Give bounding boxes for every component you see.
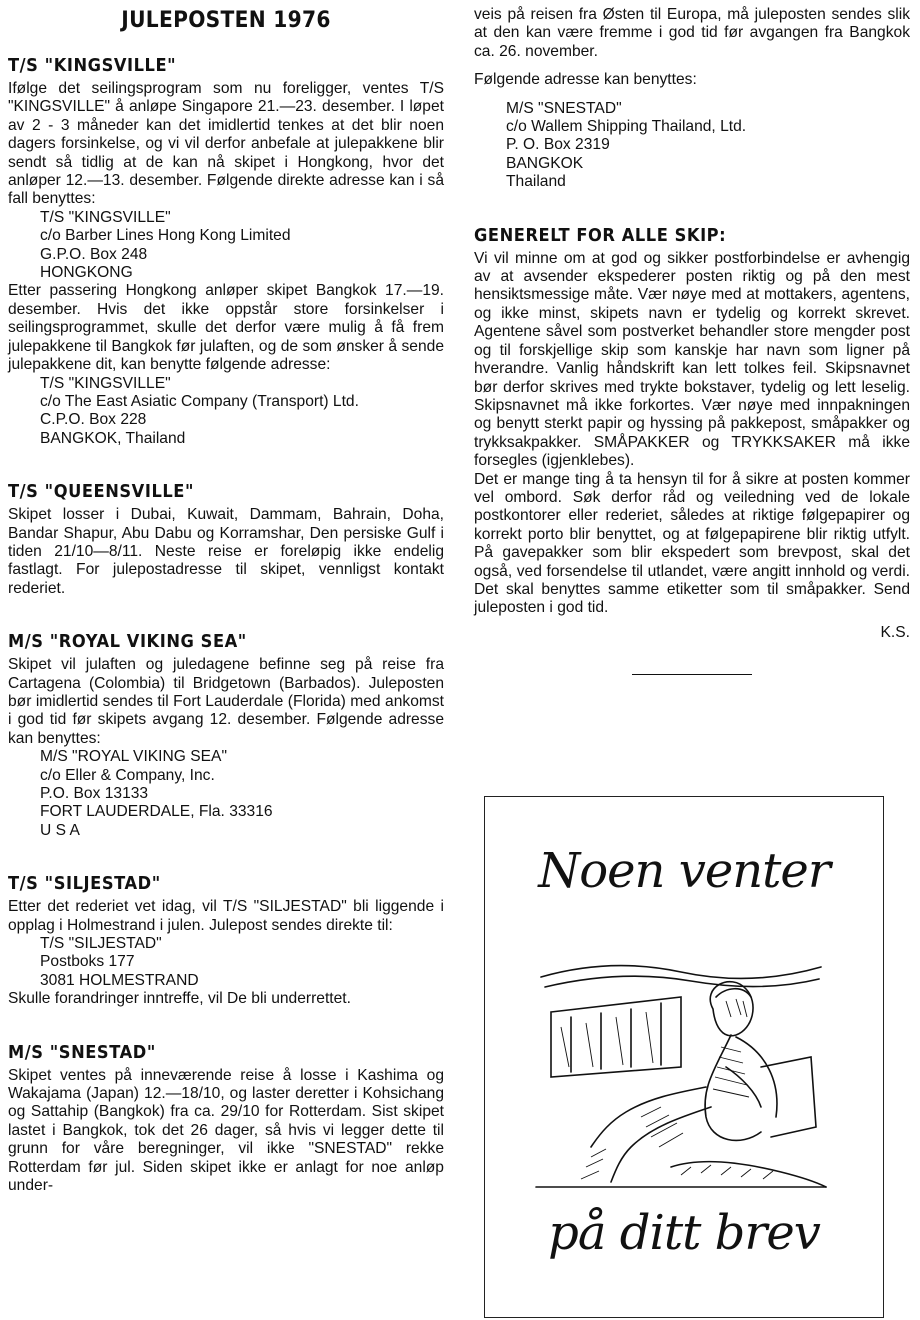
heading-snestad: M/S "SNESTAD": [8, 1042, 156, 1063]
generelt-paragraph-1: Vi vil minne om at god og sikker postforbindelse er avhengig av at avsender ekspederer posten riktig og på den mest hensiktsmessige måte. Vær nøye med at mottakers, agentens, og ikke minst, skipets navn er tydelig og korrekt skrevet. Agentene såvel som postverket behandler store mengder post og til forskjellige skip som kanskje har navn som ligner på hverandre. Vanlig håndskrift kan lett tolkes feil. Skipsnavnet bør derfor skrives med trykte bokstaver, tydelig og lett leselig. Skipsnavnet må ikke forkortes. Vær nøye med innpakningen og benytt sterkt papir og hyssing på pakkepost, småpakker og trykksakpakker. SMÅPAKKER og TRYKKSAKER må ikke forsegles (igjenklebes).: [474, 249, 910, 470]
siljestad-paragraph-2: Skulle forandringer inntreffe, vil De bli underrettet.: [8, 990, 351, 1008]
address-line: M/S "ROYAL VIKING SEA": [40, 748, 227, 766]
kingsville-address-hongkong: [40, 209, 444, 283]
address-line: c/o The East Asiatic Company (Transport) Ltd.: [40, 392, 359, 410]
heading-kingsville: T/S "KINGSVILLE": [8, 56, 177, 76]
divider-line: [632, 674, 752, 675]
address-line: Thailand: [506, 173, 566, 191]
address-line: T/S "SILJESTAD": [40, 935, 162, 953]
kingsville-address-bangkok: [40, 375, 444, 449]
left-column: [8, 56, 444, 1196]
right-column: [474, 6, 910, 1316]
address-line: Postboks 177: [40, 953, 135, 971]
signature: K.S.: [880, 623, 910, 641]
section-queensville: [8, 482, 444, 598]
royal-viking-sea-paragraph-1: Skipet vil julaften og juledagene befinne seg på reise fra Cartagena (Colombia) til Bridgetown (Barbados). Juleposten bør imidlertid sendes til Fort Lauderdale (Florida) med ankomst i god tid før skipets avgang 12. desember. Følgende adresse kan benyttes:: [8, 656, 444, 747]
address-line: U S A: [40, 821, 80, 839]
address-line: M/S "SNESTAD": [506, 99, 622, 117]
heading-siljestad: T/S "SILJESTAD": [8, 874, 161, 895]
section-siljestad: [8, 874, 444, 1008]
section-kingsville: [8, 56, 444, 448]
advertisement-box: [484, 796, 884, 1318]
ad-tagline: på ditt brev: [548, 1205, 820, 1261]
kingsville-paragraph-2: Etter passering Hongkong anløper skipet Bangkok 17.—19. desember. Hvis det ikke oppstår store forsinkelser i seilingsprogrammet, skulle det derfor være mulig å få frem julepakkene til Bangkok før julaften, og de som ønsker å sende julepakkene dit, kan benytte følgende adresse:: [8, 282, 444, 374]
section-snestad: [8, 1043, 444, 1196]
snestad-continued-paragraph: veis på reisen fra Østen til Europa, må juleposten sendes slik at den kan være fremme i god tid før avgangen fra Bangkok ca. 26. november.: [474, 6, 910, 60]
generelt-paragraph-2: Det er mange ting å ta hensyn til for å sikre at posten kommer vel ombord. Søk derfor råd og veiledning ved de lokale postkontorer eller rederiet, således at riktige følgepapirer og korrekt porto blir benyttet, og at følgepapirene blir riktig utfylt. På gavepakker som blir ekspedert som brevpost, skal det også, ved forsendelse til utlandet, være angitt innhold og verdi. Det skal benyttes samme etiketter som til småpakker. Send juleposten i god tid.: [474, 470, 910, 617]
address-line: c/o Eller & Company, Inc.: [40, 766, 215, 784]
address-line: BANGKOK, Thailand: [40, 429, 186, 447]
queensville-paragraph-1: Skipet losser i Dubai, Kuwait, Dammam, Bahrain, Doha, Bandar Shapur, Abu Dabu og Korramshar, Den persiske Gulf i tiden 21/10—8/11. Neste reise er foreløpig ikke endelig fastlagt. For julepostadresse til skipet, vennligst kontakt rederiet.: [8, 506, 444, 597]
snestad-paragraph-1: Skipet ventes på inneværende reise å losse i Kashima og Wakajama (Japan) 12.—18/10, og laster deretter i Kohsichang og Sattahip (Bangkok) fra ca. 29/10 for Rotterdam. Sist skipet lastet i Bangkok, tok det 26 dager, så hvis vi legger dette til grunn for våre beregninger, vil ikke "SNESTAD" rekke Rotterdam før jul. Siden skipet ikke er anlagt for noe anløp under-: [8, 1066, 444, 1195]
address-line: BANGKOK: [506, 154, 584, 172]
address-line: HONGKONG: [40, 264, 133, 282]
address-line: P.O. Box 13133: [40, 785, 149, 802]
kingsville-paragraph-1: Ifølge det seilingsprogram som nu foreligger, ventes T/S "KINGSVILLE" å anløpe Singapore 21.—23. desember. I løpet av 2 - 3 måneder kan det imidlertid tenkes at det blir noen dagers forsinkelse, og vi vil derfor anbefale at julepakkene blir sendt så tidlig at de kan nå skipet i Hongkong, hvor det anløper 12.—13. desember. Følgende direkte adresse kan i så fall benyttes:: [8, 80, 444, 208]
ad-headline: Noen venter: [538, 843, 830, 899]
address-line: T/S "KINGSVILLE": [40, 374, 171, 392]
address-line: c/o Wallem Shipping Thailand, Ltd.: [506, 118, 747, 136]
siljestad-address: [40, 935, 444, 990]
snestad-address: [506, 100, 910, 192]
heading-queensville: T/S "QUEENSVILLE": [8, 482, 195, 503]
siljestad-paragraph-1: Etter det rederiet vet idag, vil T/S "SILJESTAD" bli liggende i opplag i Holmestrand i julen. Julepost sendes direkte til:: [8, 898, 444, 934]
snestad-address-intro: Følgende adresse kan benyttes:: [474, 71, 697, 89]
address-line: P. O. Box 2319: [506, 136, 610, 154]
address-line: 3081 HOLMESTRAND: [40, 971, 199, 989]
address-line: G.P.O. Box 248: [40, 245, 148, 263]
address-line: c/o Barber Lines Hong Kong Limited: [40, 227, 291, 245]
address-line: FORT LAUDERDALE, Fla. 33316: [40, 803, 273, 821]
royal-viking-sea-address: [40, 748, 444, 840]
address-line: C.P.O. Box 228: [40, 411, 147, 429]
heading-generelt: GENERELT FOR ALLE SKIP:: [474, 225, 727, 246]
address-line: T/S "KINGSVILLE": [40, 208, 171, 226]
section-generelt: [474, 226, 910, 642]
section-royal-viking-sea: [8, 632, 444, 840]
sketch-of-seated-sailor-reading-icon: [531, 917, 831, 1197]
page-title: JULEPOSTEN 1976: [121, 8, 331, 33]
heading-royal-viking-sea: M/S "ROYAL VIKING SEA": [8, 632, 247, 653]
